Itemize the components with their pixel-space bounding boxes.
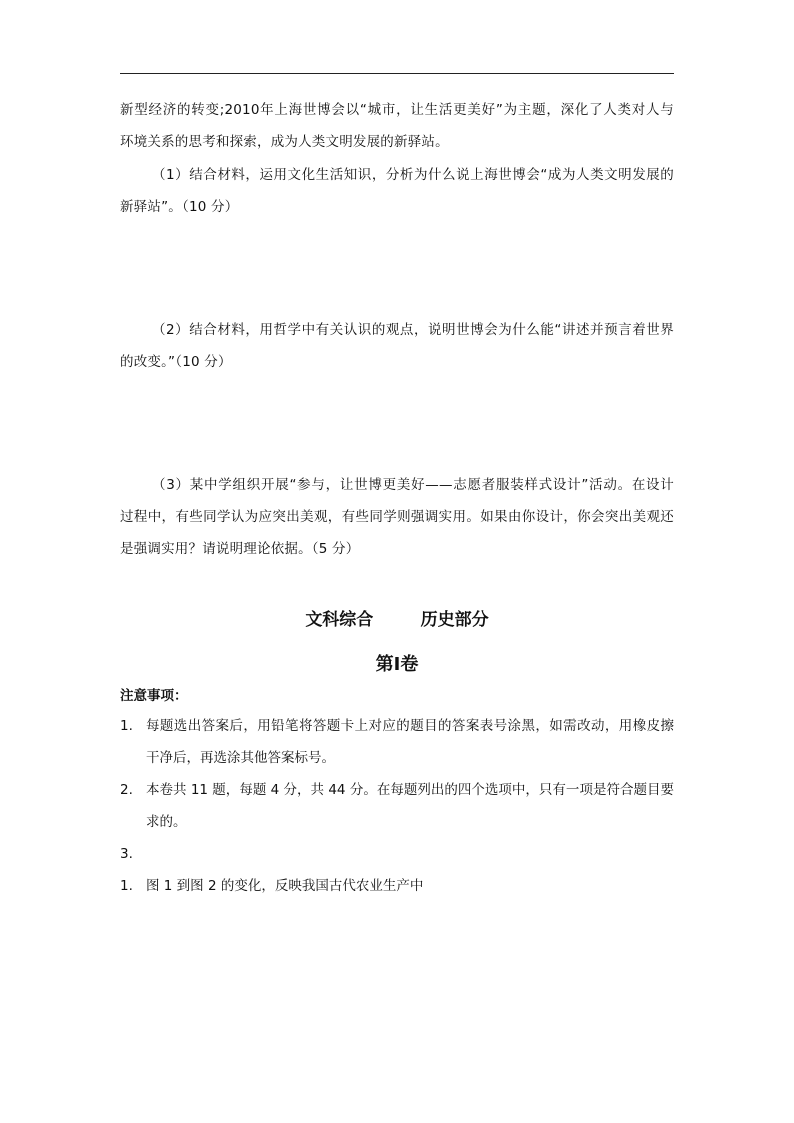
notice-item-1-line-2: 干净后，再选涂其他答案标号。	[146, 750, 335, 766]
header-rule	[120, 73, 674, 74]
notice-item-2-line-1: 本卷共 11 题，每题 4 分，共 44 分。在每题列出的四个选项中，只有一项是符合题目要	[146, 782, 674, 798]
question-2-line-2: 的改变。”（10 分）	[120, 354, 232, 370]
notice-item-3-number: 3.	[120, 846, 133, 862]
notice-item-1-number: 1.	[120, 718, 133, 734]
question-2-line-1: （2）结合材料，用哲学中有关认识的观点，说明世博会为什么能“讲述并预言着世界	[152, 322, 674, 338]
question-3-line-1: （3）某中学组织开展“参与，让世博更美好——志愿者服装样式设计”活动。在设计	[152, 477, 674, 493]
passage-line-2: 环境关系的思考和探索，成为人类文明发展的新驿站。	[120, 134, 449, 150]
notice-heading: 注意事项：	[120, 688, 188, 704]
question-1-line-2: 新驿站”。（10 分）	[120, 199, 239, 215]
notice-item-2-line-2: 求的。	[146, 814, 187, 830]
question-1-text: 图 1 到图 2 的变化，反映我国古代农业生产中	[146, 878, 424, 894]
question-3-line-2: 过程中，有些同学认为应突出美观，有些同学则强调实用。如果由你设计，你会突出美观还	[120, 509, 674, 525]
section-title: 文科综合 历史部分	[305, 610, 489, 630]
notice-item-1-line-1: 每题选出答案后，用铅笔将答题卡上对应的题目的答案表号涂黑，如需改动，用橡皮擦	[146, 718, 674, 734]
volume-title: 第Ⅰ卷	[375, 654, 419, 675]
notice-item-2-number: 2.	[120, 782, 133, 798]
question-1-line-1: （1）结合材料，运用文化生活知识，分析为什么说上海世博会“成为人类文明发展的	[152, 167, 674, 183]
question-3-line-3: 是强调实用？请说明理论依据。（5 分）	[120, 541, 360, 557]
question-1-number: 1.	[120, 878, 133, 894]
passage-line-1: 新型经济的转变;2010年上海世博会以“城市，让生活更美好”为主题，深化了人类对人与	[120, 102, 674, 118]
